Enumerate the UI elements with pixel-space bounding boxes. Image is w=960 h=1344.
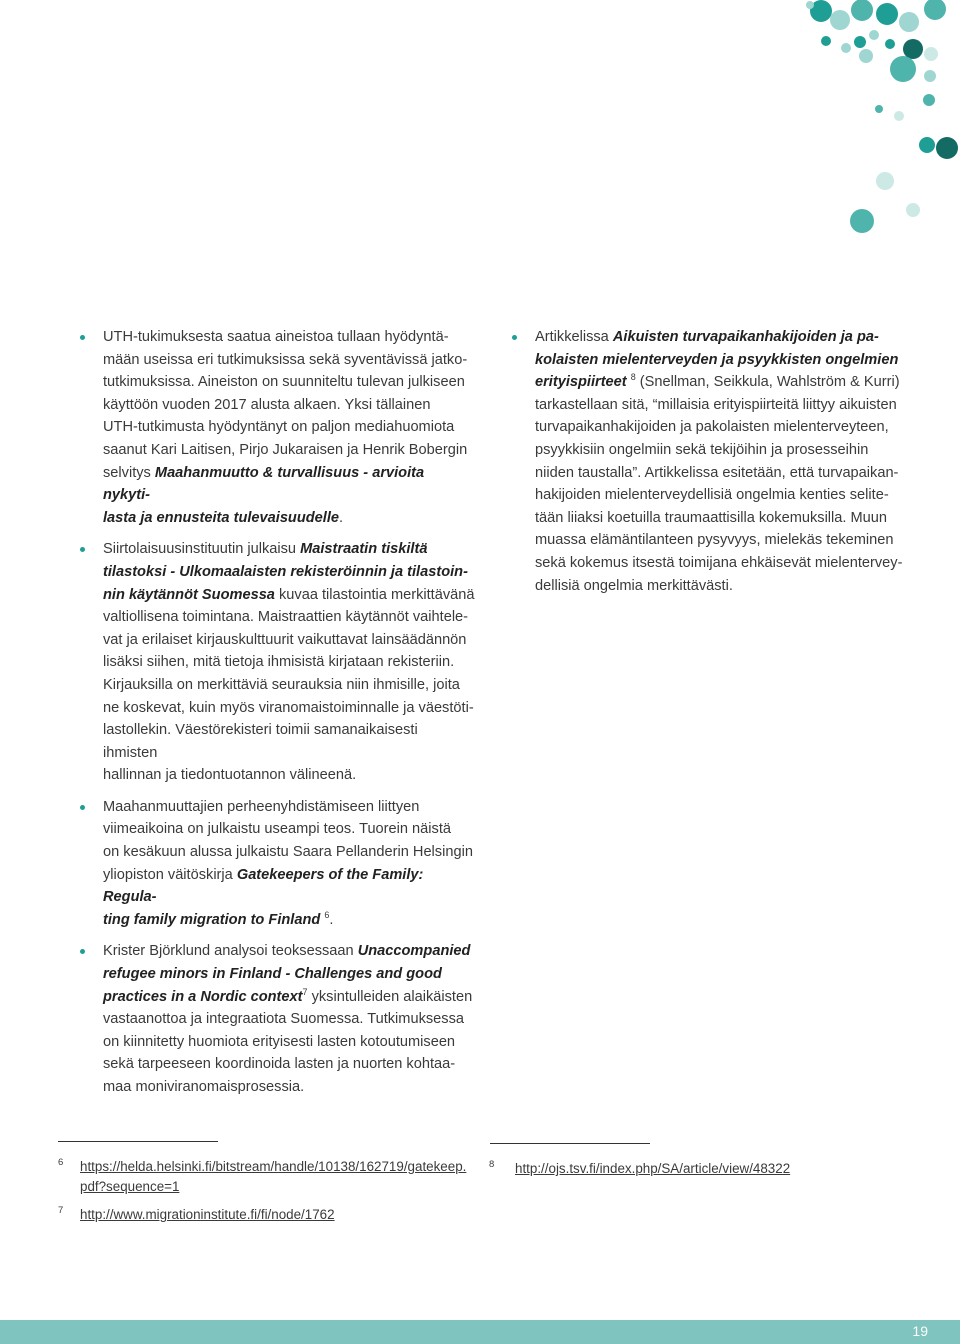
bullet-text bbox=[103, 940, 475, 1098]
decorative-dot bbox=[899, 12, 919, 32]
publication-title: Maahanmuutto & turvallisuus - arvioita nykyti- lasta ja ennusteita tulevaisuudelle bbox=[103, 464, 425, 526]
decorative-dot bbox=[859, 49, 873, 63]
right-column bbox=[512, 326, 904, 606]
bullet-item bbox=[80, 538, 475, 787]
footnote-7-number: 7 bbox=[58, 1205, 64, 1216]
decorative-dot bbox=[894, 111, 904, 121]
bullet-item bbox=[512, 326, 904, 597]
bullet-text bbox=[103, 538, 475, 787]
bullet-icon bbox=[512, 335, 517, 340]
bullet-icon bbox=[80, 805, 85, 810]
publication-title: Gatekeepers of the Family: Regula- ting family migration to Finland bbox=[103, 866, 424, 928]
footnote-6 bbox=[58, 1157, 478, 1196]
text-run: UTH-tukimuksesta saatua aineistoa tullaan hyödyntä- mään useissa eri tutkimuksissa sekä syventävissä jatko- tutkimuksissa. Aineiston on suunniteltu tulevan julkiseen käyttöön vuoden 2017 alusta alkaen. Yksi tällainen UTH-tutkimusta hyödyntänyt on paljon mediahuomiota saanut Kari Laitisen, Pirjo Jukaraisen ja Henrik Bobergin selvitys bbox=[103, 329, 468, 481]
footnote-ref: 7 bbox=[302, 986, 308, 997]
publication-title: Maistraatin tiskiltä tilastoksi - Ulkomaalaisten rekisteröinnin ja tilastoin- nin käytännöt Suomessa bbox=[103, 541, 468, 603]
bullet-item bbox=[80, 796, 475, 932]
bullet-icon bbox=[80, 547, 85, 552]
footnote-ref: 6 bbox=[324, 909, 330, 920]
text-run: Siirtolaisuusinstituutin julkaisu bbox=[103, 541, 301, 558]
decorative-dot bbox=[821, 36, 831, 46]
decorative-dot bbox=[924, 70, 936, 82]
decorative-dot bbox=[876, 3, 898, 25]
footnote-rule-left bbox=[58, 1141, 218, 1142]
decorative-dot bbox=[890, 56, 916, 82]
publication-title: Aikuisten turvapaikanhakijoiden ja pa- kolaisten mielenterveyden ja psyykkisten ongelmien erityispiirteet bbox=[535, 329, 899, 391]
footnote-6-link[interactable]: https://helda.helsinki.fi/bitstream/handle/10138/162719/gatekeep. pdf?sequence=1 bbox=[80, 1159, 467, 1194]
text-run: Maahanmuuttajien perheenyhdistämiseen liittyen viimeaikoina on julkaistu useampi teos. Tuorein näistä on kesäkuun alussa julkaistu Saara Pellanderin Helsingin yliopiston väitöskirja bbox=[103, 798, 473, 883]
text-run: Krister Björklund analysoi teoksessaan bbox=[103, 943, 358, 960]
bullet-text bbox=[535, 326, 904, 597]
decorative-dot bbox=[841, 43, 851, 53]
footnote-8-link[interactable]: http://ojs.tsv.fi/index.php/SA/article/view/48322 bbox=[515, 1161, 791, 1176]
left-column bbox=[80, 326, 475, 1108]
footnote-7 bbox=[58, 1205, 478, 1225]
publication-title: Unaccompanied refugee minors in Finland - Challenges and good practices in a Nordic context bbox=[103, 943, 471, 1005]
decorative-dot bbox=[903, 39, 923, 59]
bullet-item bbox=[80, 940, 475, 1098]
footnote-8-number: 8 bbox=[489, 1159, 495, 1170]
text-run: Artikkelissa bbox=[535, 329, 613, 345]
footnote-6-number: 6 bbox=[58, 1157, 64, 1168]
bullet-text bbox=[103, 796, 475, 932]
decorative-dot bbox=[830, 10, 850, 30]
decorative-dot bbox=[936, 137, 958, 159]
footnote-ref: 8 bbox=[630, 372, 636, 383]
footnote-7-link[interactable]: http://www.migrationinstitute.fi/fi/node/1762 bbox=[80, 1207, 335, 1222]
text-run: yksintulleiden alaikäisten vastaanottoa ja integraatiota Suomessa. Tutkimuksessa on kiinnitetty huomiota erityisesti lasten kotoutumiseen sekä tarpeeseen koordinoida lasten ja nuorten kohtaa- maa moniviranomaisprosessia. bbox=[103, 988, 473, 1095]
decorative-dot bbox=[854, 36, 866, 48]
decorative-dot bbox=[924, 47, 938, 61]
text-run: . bbox=[329, 911, 334, 928]
footnote-8 bbox=[489, 1159, 909, 1179]
bullet-icon bbox=[80, 335, 85, 340]
bullet-text bbox=[103, 326, 475, 529]
page-number: 19 bbox=[912, 1323, 928, 1339]
decorative-dot bbox=[869, 30, 879, 40]
bullet-icon bbox=[80, 949, 85, 954]
decorative-dot bbox=[924, 0, 946, 20]
decorative-dot-cluster-icon bbox=[0, 0, 960, 260]
decorative-dot bbox=[923, 94, 935, 106]
decorative-dot bbox=[875, 105, 883, 113]
footer-bar bbox=[0, 1320, 960, 1344]
footnote-rule-right bbox=[490, 1143, 650, 1144]
decorative-dot bbox=[876, 172, 894, 190]
decorative-dot bbox=[850, 209, 874, 233]
decorative-dot bbox=[885, 39, 895, 49]
text-run: . bbox=[339, 509, 344, 526]
decorative-dot bbox=[851, 0, 873, 21]
decorative-dot bbox=[906, 203, 920, 217]
bullet-item bbox=[80, 326, 475, 529]
text-run: kuvaa tilastointia merkittävänä valtiollisena toimintana. Maistraattien käytännöt vaihtele- vat ja erilaiset kirjauskulttuurit vaikuttavat lainsäädännön lisäksi siihen, mitä tietoja ihmisistä kirjataan rekisteriin. Kirjauksilla on merkittäviä seurauksia niin ihmisille, joita ne koskevat, kuin myös viranomaistoiminnalle ja väestöti- lastollekin. Väestörekisteri toimii samanaikaisesti ihmisten hallinnan ja tiedontuotannon välineenä. bbox=[103, 586, 475, 784]
decorative-dot bbox=[919, 137, 935, 153]
decorative-dot bbox=[806, 1, 814, 9]
text-run: (Snellman, Seikkula, Wahlström & Kurri) tarkastellaan sitä, “millaisia erityispiirteitä liittyy aikuisten turvapaikanhakijoiden ja pakolaisten mielenterveyteen, psyykkisiin ongelmiin sekä tekijöihin ja prosesseihin niiden taustalla”. Artikkelissa esitetään, että turvapaikan- hakijoiden mielenterveydellisiä ongelmia kenties selite- tään liiaksi koetuilla traumaattisilla kokemuksilla. Muun muassa elämäntilanteen pysyvyys, mielekäs tekeminen sekä kokemus itsestä toimijana ehkäisevät mielentervey- dellisiä ongelmia merkittävästi. bbox=[535, 374, 903, 594]
